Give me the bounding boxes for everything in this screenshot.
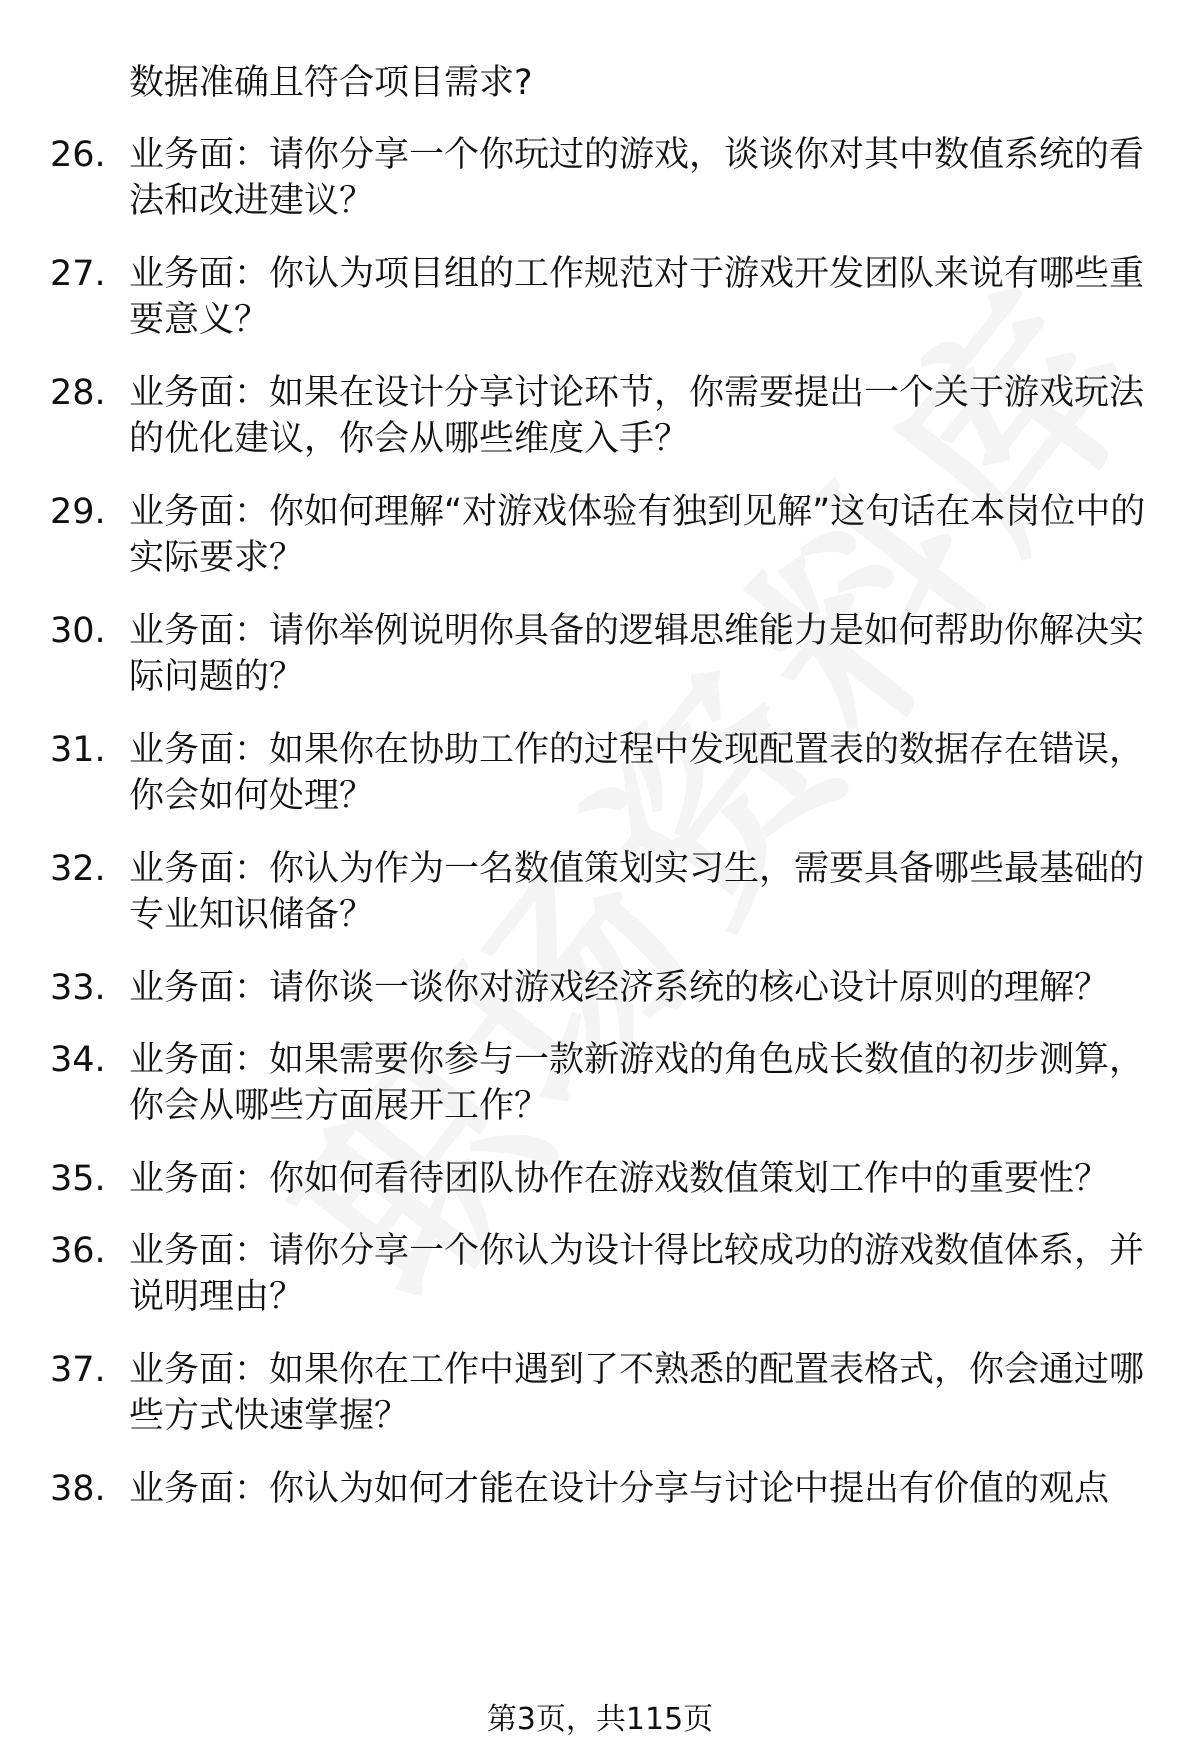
question-number: 27.	[50, 254, 106, 294]
page-footer: 第3页，共115页	[486, 1702, 714, 1737]
question-number: 35.	[50, 1159, 106, 1199]
question-text: 业务面：你认为作为一名数值策划实习生，需要具备哪些最基础的专业知识储备？	[129, 849, 1145, 935]
question-text: 业务面：你认为如何才能在设计分享与讨论中提出有价值的观点	[129, 1469, 1110, 1509]
question-text: 业务面：如果需要你参与一款新游戏的角色成长数值的初步测算，你会从哪些方面展开工作？	[129, 1040, 1145, 1126]
question-text: 业务面：你认为项目组的工作规范对于游戏开发团队来说有哪些重要意义？	[129, 254, 1145, 340]
continuation-text: 数据准确且符合项目需求?	[129, 63, 533, 103]
question-text: 业务面：如果你在工作中遇到了不熟悉的配置表格式，你会通过哪些方式快速掌握？	[129, 1350, 1145, 1436]
question-number: 28.	[50, 373, 106, 413]
question-number: 38.	[50, 1469, 106, 1509]
question-number: 31.	[50, 730, 106, 770]
question-number: 29.	[50, 492, 106, 532]
question-number: 36.	[50, 1231, 106, 1271]
question-text: 业务面：如果在设计分享讨论环节，你需要提出一个关于游戏玩法的优化建议，你会从哪些维度入手？	[129, 373, 1145, 459]
question-text: 业务面：你如何看待团队协作在游戏数值策划工作中的重要性？	[129, 1159, 1110, 1199]
question-text: 业务面：请你分享一个你认为设计得比较成功的游戏数值体系，并说明理由？	[129, 1231, 1145, 1317]
question-number: 32.	[50, 849, 106, 889]
question-number: 37.	[50, 1350, 106, 1390]
question-text: 业务面：你如何理解“对游戏体验有独到见解”这句话在本岗位中的实际要求？	[129, 492, 1146, 578]
question-text: 业务面：如果你在协助工作的过程中发现配置表的数据存在错误，你会如何处理？	[129, 730, 1145, 816]
question-text: 业务面：请你举例说明你具备的逻辑思维能力是如何帮助你解决实际问题的？	[129, 611, 1145, 697]
question-number: 33.	[50, 968, 106, 1008]
question-number: 30.	[50, 611, 106, 651]
question-number: 26.	[50, 135, 106, 175]
question-text: 业务面：请你谈一谈你对游戏经济系统的核心设计原则的理解？	[129, 968, 1110, 1008]
question-number: 34.	[50, 1040, 106, 1080]
question-text: 业务面：请你分享一个你玩过的游戏，谈谈你对其中数值系统的看法和改进建议？	[129, 135, 1145, 221]
